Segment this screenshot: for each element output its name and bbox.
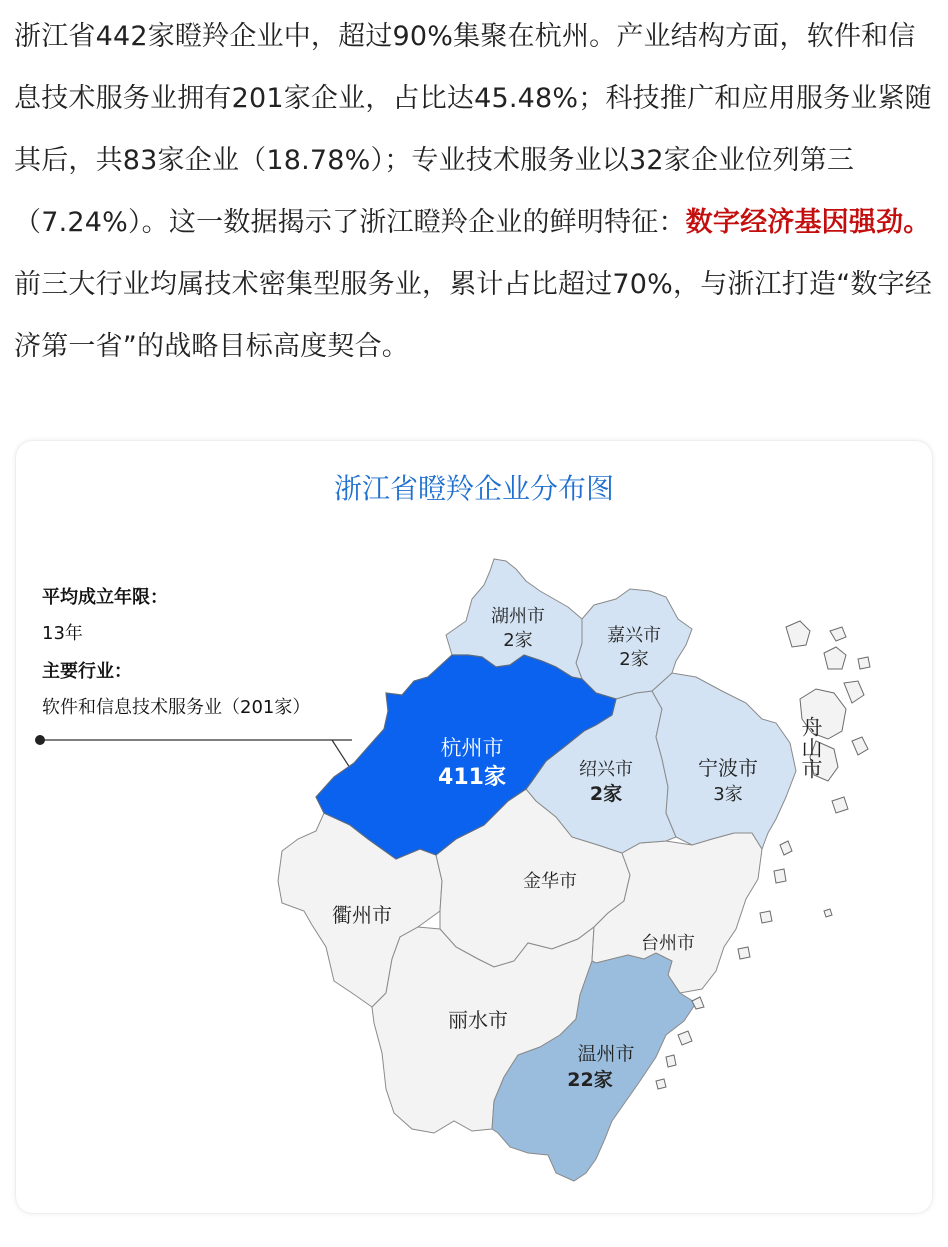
zhoushan-island bbox=[830, 627, 846, 641]
article-text-after: 前三大行业均属技术密集型服务业，累计占比超过70%，与浙江打造“数字经济第一省”的战略目标高度契合。 bbox=[14, 269, 932, 362]
label-shaoxing: 绍兴市 bbox=[579, 759, 633, 780]
article-paragraph bbox=[14, 6, 936, 378]
islet bbox=[760, 911, 772, 923]
article-text bbox=[14, 6, 936, 378]
label-wenzhou-count: 22家 bbox=[567, 1069, 613, 1091]
islet bbox=[780, 841, 792, 855]
zhejiang-map bbox=[16, 441, 932, 1213]
label-huzhou: 湖州市 bbox=[491, 606, 545, 627]
islet bbox=[656, 1079, 666, 1089]
main-industry-label: 主要行业： bbox=[42, 661, 132, 682]
label-ningbo-count: 3家 bbox=[713, 784, 743, 805]
zhoushan-island bbox=[844, 681, 864, 703]
pointer-dot-start bbox=[35, 735, 45, 745]
label-zhoushan: 舟山市 bbox=[799, 716, 823, 779]
label-taizhou: 台州市 bbox=[641, 933, 695, 954]
zhoushan-island bbox=[786, 621, 810, 647]
label-shaoxing-count: 2家 bbox=[589, 783, 623, 805]
zhoushan-island bbox=[852, 737, 868, 755]
avg-years-value: 13年 bbox=[42, 623, 83, 644]
islet bbox=[824, 909, 832, 917]
map-title: 浙江省瞪羚企业分布图 bbox=[333, 472, 614, 505]
zhejiang-map-svg bbox=[16, 441, 932, 1213]
label-ningbo: 宁波市 bbox=[698, 756, 758, 780]
avg-years-label: 平均成立年限： bbox=[42, 587, 168, 608]
main-industry-value: 软件和信息技术服务业（201家） bbox=[42, 697, 311, 718]
label-huzhou-count: 2家 bbox=[503, 630, 533, 651]
article-highlight: 数字经济基因强劲。 bbox=[685, 207, 931, 238]
label-wenzhou: 温州市 bbox=[577, 1043, 635, 1065]
zhoushan-island bbox=[832, 797, 848, 813]
islet bbox=[738, 947, 750, 959]
label-hangzhou: 杭州市 bbox=[440, 736, 504, 760]
label-jiaxing: 嘉兴市 bbox=[607, 625, 661, 646]
label-jiaxing-count: 2家 bbox=[619, 649, 649, 670]
article-text-before: 浙江省442家瞪羚企业中，超过90%集聚在杭州。产业结构方面，软件和信息技术服务业拥有201家企业，占比达45.48%；科技推广和应用服务业紧随其后，共83家企业（18.78%）；专业技术服务业以32家企业位列第三（7.24%）。这一数据揭示了浙江瞪羚企业的鲜明特征： bbox=[14, 21, 932, 238]
islet bbox=[774, 869, 786, 883]
distribution-map-card bbox=[16, 441, 932, 1213]
label-hangzhou-count: 411家 bbox=[438, 765, 506, 790]
islet bbox=[678, 1031, 692, 1045]
zhoushan-island bbox=[824, 647, 846, 669]
zhoushan-island bbox=[858, 657, 870, 669]
label-quzhou: 衢州市 bbox=[332, 903, 392, 927]
label-lishui: 丽水市 bbox=[448, 1008, 508, 1032]
islet bbox=[666, 1055, 676, 1067]
label-jinhua: 金华市 bbox=[523, 871, 577, 892]
